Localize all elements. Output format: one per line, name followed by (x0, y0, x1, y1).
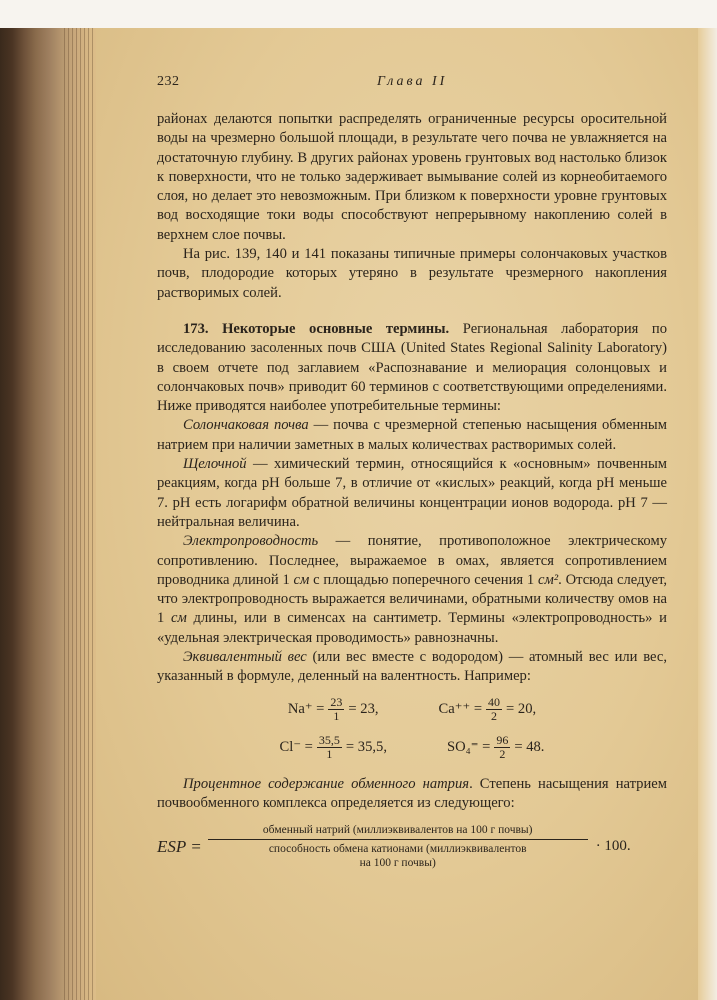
term-definition: — химический термин, относящийся к «основным» почвенным реакциям, когда pH больше 7, в отличие от «кислых» реакций, когда pH меньше 7. pH есть логарифм обратной величины концентрации ионов водорода. pH 7 — нейтральная величина. (157, 456, 667, 530)
ion-label: Cl⁻ = (279, 738, 313, 755)
term-alkaline (157, 455, 667, 532)
paragraph-1: районах делаются попытки распределять ограниченные ресурсы оросительной воды на чрезмерно большой площади, в результате чего почва не увлажняется на достаточную глубину. В других районах уровень грунтовых вод настолько близок к поверхности, что не только задерживает вымывание солей из корнеобитаемого слоя, но делает это невозможным. При близком к поверхности уровне грунтовых вод восходящие токи воды способствуют непрерывному накоплению солей в верхнем слое почвы. (157, 111, 667, 243)
result: = 48. (514, 738, 545, 755)
page-right-edge (698, 28, 717, 1000)
numerator: 35,5 (318, 733, 340, 748)
term-conductivity (157, 532, 667, 648)
term-name: Щелочной (183, 456, 247, 473)
formula-so4 (447, 734, 544, 761)
paragraph-2: На рис. 139, 140 и 141 показаны типичные примеры солончаковых участков почв, плодородие которых утеряно в результате чрезмерного накопления растворимых солей. (157, 246, 667, 301)
ion-label: Ca⁺⁺ = (438, 700, 483, 717)
esp-denominator-line1: способность обмена катионами (миллиэквивалентов (268, 843, 527, 856)
denominator: 1 (326, 747, 333, 762)
section-173 (157, 320, 667, 416)
formula-ca (439, 696, 537, 723)
esp-multiplier: · 100. (595, 838, 631, 855)
page-edges (64, 28, 100, 1000)
unit-cm: см (171, 610, 187, 627)
term-name: Эквивалентный вес (183, 649, 307, 666)
scan-top-margin (0, 0, 717, 28)
equivalent-weight-examples (157, 691, 667, 767)
term-name: Электропроводность (183, 533, 319, 550)
term-name: Процентное содержание обменного натрия (183, 775, 470, 792)
fraction (486, 696, 502, 723)
formula-row (157, 729, 667, 767)
fraction (494, 734, 510, 761)
page-number: 232 (157, 74, 180, 89)
esp-formula (157, 823, 667, 870)
fraction (317, 734, 342, 761)
result: = 23, (348, 700, 379, 717)
esp-lhs: ESP = (157, 837, 202, 857)
esp-denominator (269, 840, 527, 870)
term-definition-a: — понятие, противоположное электрическому сопротивлению. Последнее, выражаемое в омах, является сопротивлением проводника длиной 1 (157, 533, 667, 588)
term-equivalent-weight (157, 648, 667, 687)
term-definition-b: с площадью поперечного сечения 1 (309, 571, 538, 588)
unit-cm: см (293, 571, 310, 588)
page-content (157, 70, 667, 870)
numerator: 96 (496, 733, 509, 748)
term-esp (157, 775, 667, 814)
term-definition: (или вес вместе с водородом) — атомный вес или вес, указанный в формуле, деленный на валентность. Например: (157, 649, 667, 685)
esp-fraction (208, 823, 588, 870)
term-definition-d: длины, или в сименсах на сантиметр. Термины «электропроводность» и «удельная электрическая проводимость» равнозначны. (157, 610, 667, 646)
term-definition: . Степень насыщения натрием почвообменного комплекса определяется из следующего: (157, 775, 667, 811)
term-name: Солончаковая почва (183, 417, 309, 434)
term-definition: — почва с чрезмерной степенью насыщения обменным натрием при наличии заметных в малых количествах растворимых солей. (157, 417, 667, 453)
ion-label: Na⁺ = (287, 700, 325, 717)
section-text: Региональная лаборатория по исследованию засоленных почв США (United States Regional Salinity Laboratory) в своем отчете под заглавием «Распознавание и мелиорация солонцовых и солончаковых почв» приводит 60 терминов с соответствующими определениями. Ниже приводятся наиболее употребительные термины: (157, 320, 667, 415)
denominator: 2 (499, 747, 506, 762)
formula-na (288, 696, 379, 723)
term-definition-c: . Отсюда следует, что электропроводность выражается величинами, обратными количеству омов на 1 (157, 571, 668, 627)
denominator: 1 (333, 709, 340, 724)
formula-row (157, 691, 667, 729)
numerator: 40 (488, 695, 501, 710)
term-saline-soil (157, 416, 667, 455)
denominator: 2 (491, 709, 498, 724)
section-heading: 173. Некоторые основные термины. (183, 320, 450, 337)
numerator: 23 (330, 695, 343, 710)
result: = 35,5, (345, 738, 387, 755)
fraction (328, 696, 344, 723)
esp-denominator-line2: на 100 г почвы) (359, 857, 436, 870)
chapter-title: Глава II (377, 74, 448, 89)
unit-cm2: см² (538, 571, 559, 588)
ion-label: SO₄⁼ = (447, 738, 491, 755)
formula-cl (280, 734, 387, 761)
running-header (157, 70, 667, 98)
esp-numerator: обменный натрий (миллиэквивалентов на 100 г почвы) (208, 823, 588, 840)
result: = 20, (506, 700, 537, 717)
